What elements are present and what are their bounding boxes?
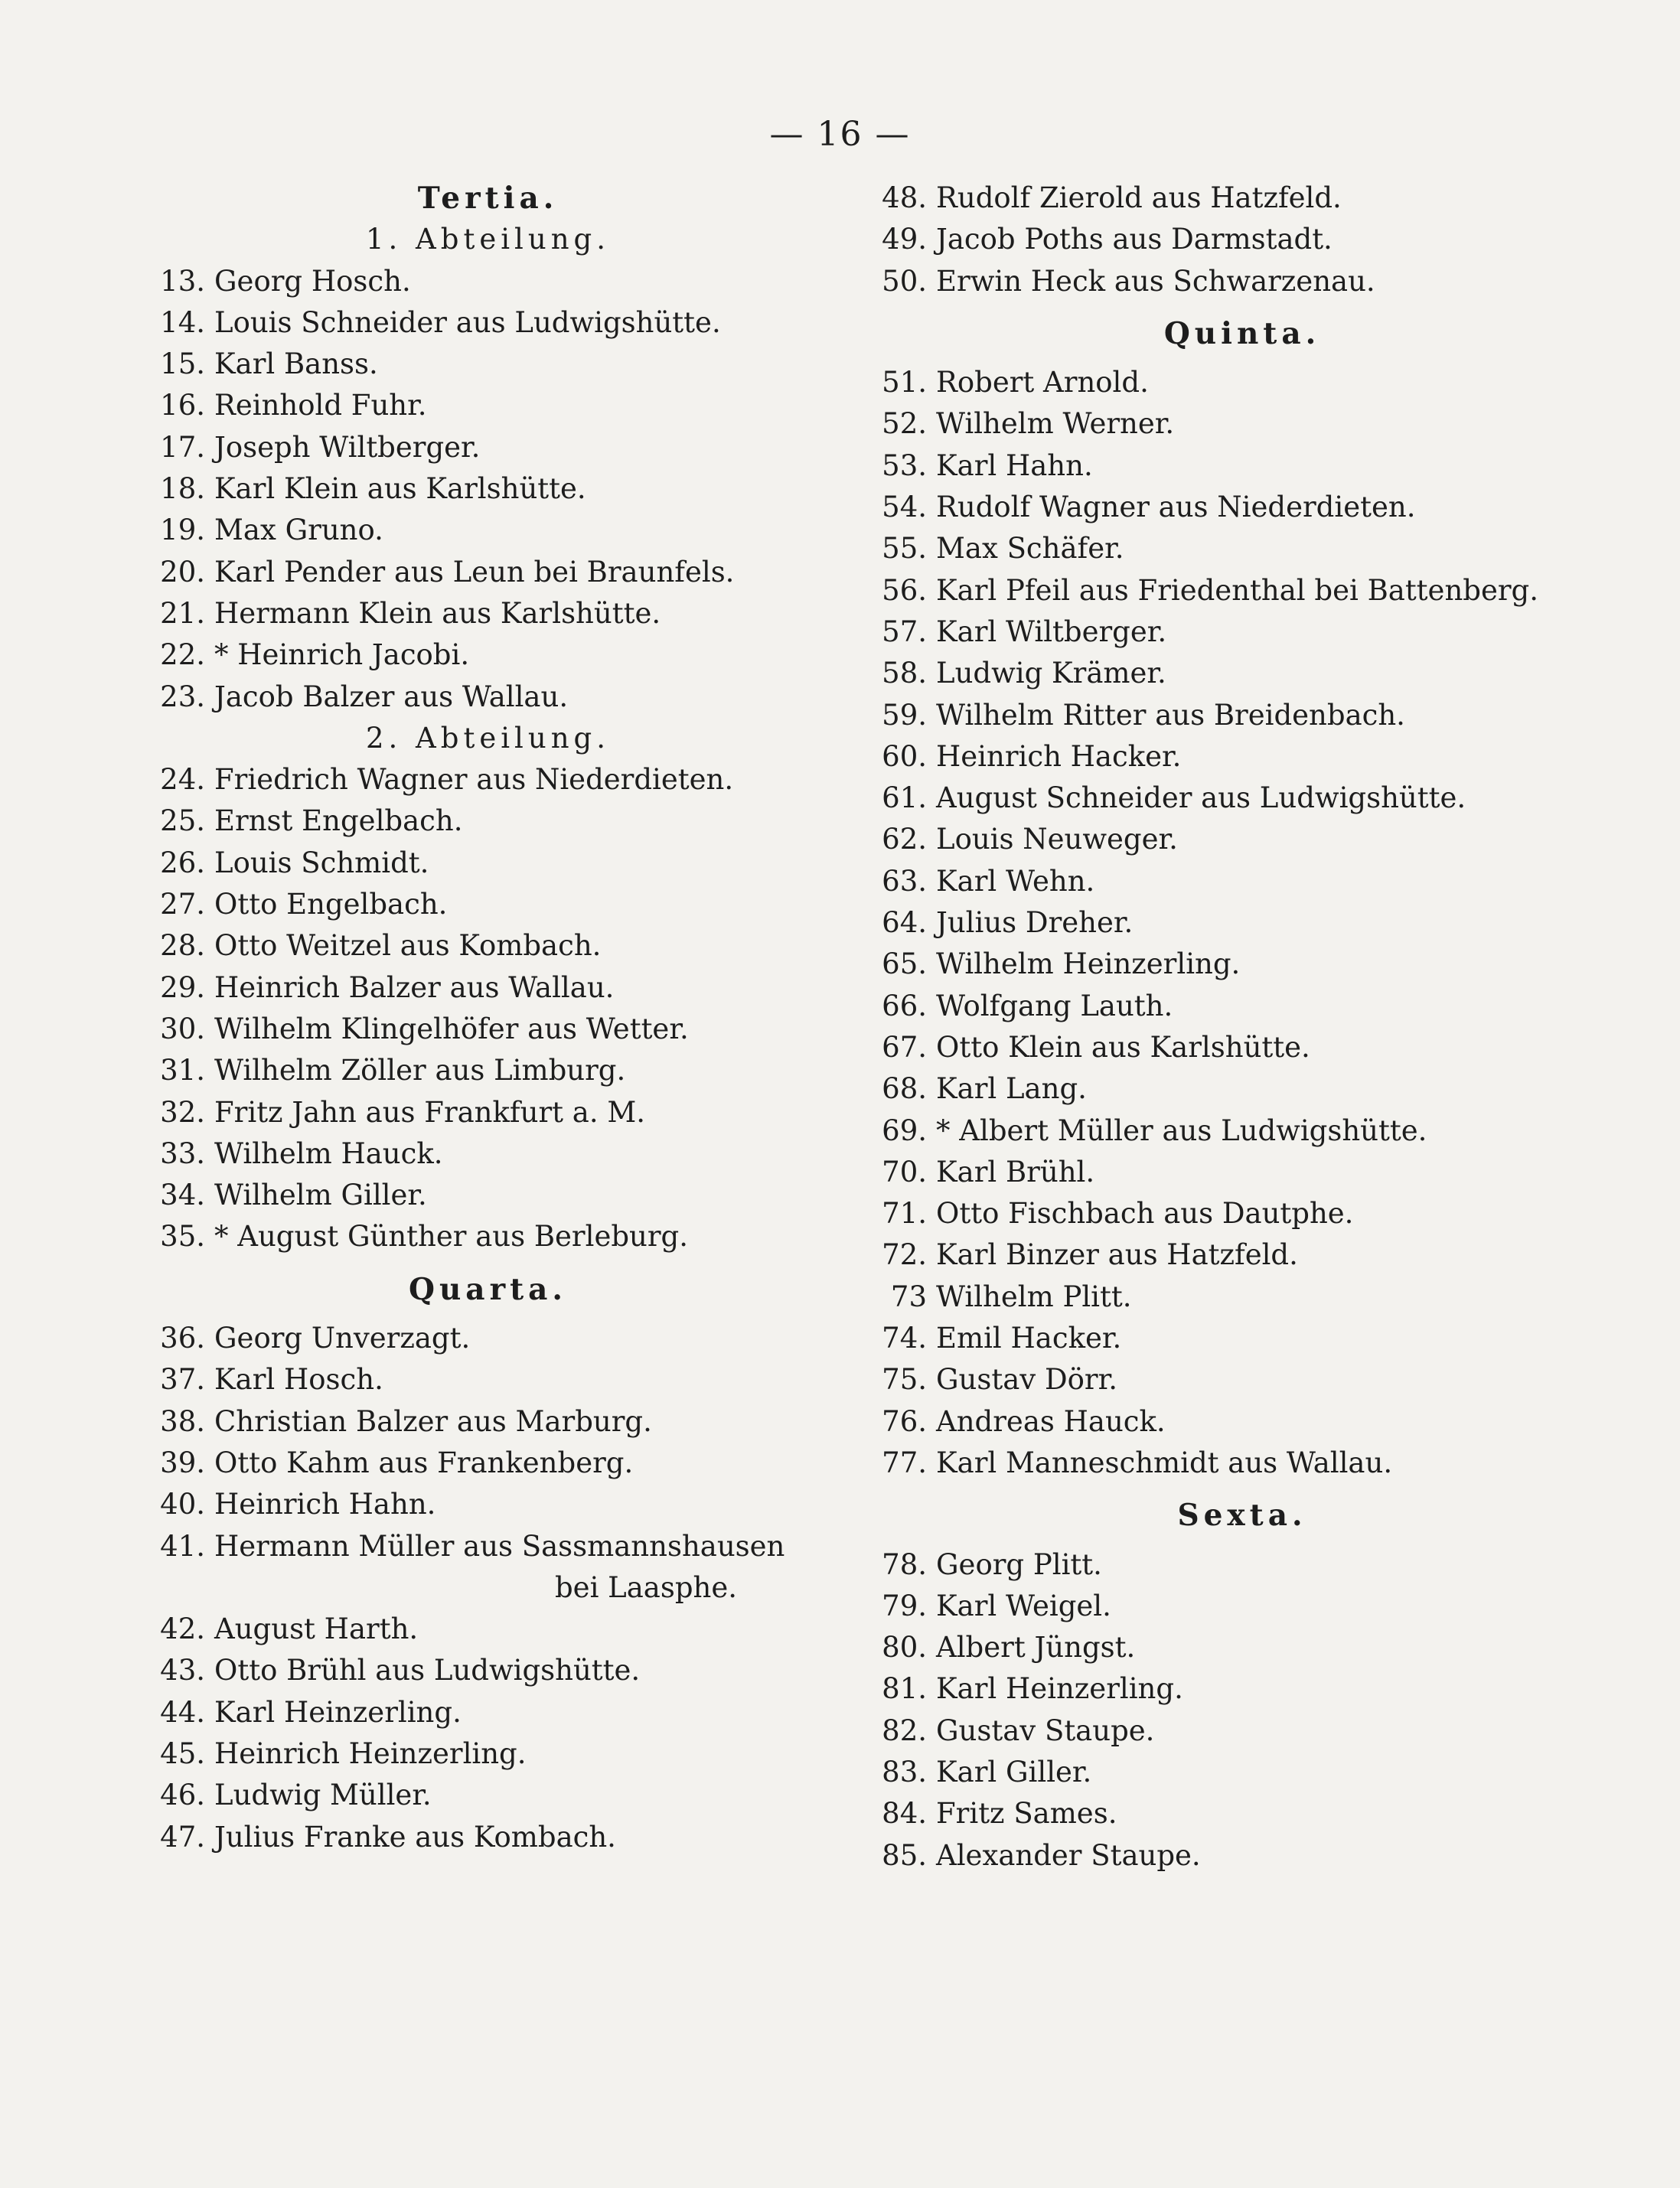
- student-entry: [142, 1609, 834, 1650]
- entry-number: 65.: [882, 947, 927, 981]
- entry-number: 68.: [882, 1072, 927, 1106]
- student-entry: [142, 1216, 834, 1257]
- student-entry: [142, 1650, 834, 1691]
- student-name: Otto Weitzel aus Kombach.: [214, 929, 602, 963]
- student-name: Otto Fischbach aus Dautphe.: [936, 1197, 1354, 1231]
- student-entry: [863, 1586, 1621, 1627]
- student-entry: [142, 1733, 834, 1775]
- entry-number: 66.: [882, 989, 927, 1022]
- left-column: [142, 178, 834, 1858]
- student-name: Wilhelm Klingelhöfer aus Wetter.: [214, 1012, 689, 1045]
- student-entry: [142, 759, 834, 801]
- subsection-heading: 1. Abteilung.: [365, 223, 610, 256]
- student-name: Karl Weigel.: [936, 1589, 1111, 1622]
- student-entry: [142, 843, 834, 884]
- entry-number: 62.: [882, 823, 927, 856]
- student-entry: [142, 1692, 834, 1733]
- student-entry: [863, 819, 1621, 860]
- student-name: * August Günther aus Berleburg.: [214, 1220, 688, 1254]
- student-name: Heinrich Hacker.: [936, 739, 1182, 773]
- student-name: Wilhelm Heinzerling.: [936, 947, 1241, 981]
- student-entry: [142, 1092, 834, 1133]
- section-heading: Tertia.: [417, 181, 559, 216]
- student-name: Jacob Balzer aus Wallau.: [214, 680, 569, 713]
- entry-number: 15.: [160, 347, 205, 381]
- student-name: Wilhelm Ritter aus Breidenbach.: [936, 698, 1405, 732]
- entry-number: 19.: [160, 514, 205, 547]
- entry-number: 76.: [882, 1404, 927, 1438]
- section-heading: Sexta.: [1177, 1498, 1307, 1534]
- entry-number: 72.: [882, 1238, 927, 1272]
- student-entry: [863, 1277, 1621, 1318]
- entry-number: 28.: [160, 929, 205, 963]
- student-entry: [863, 1318, 1621, 1359]
- entry-number: 18.: [160, 472, 205, 506]
- student-entry: [142, 468, 834, 510]
- student-name: Wilhelm Plitt.: [936, 1280, 1132, 1313]
- student-entry: [142, 967, 834, 1009]
- entry-number: 26.: [160, 846, 205, 879]
- student-entry: [142, 552, 834, 593]
- student-entry: [142, 1443, 834, 1484]
- entry-number: 33.: [160, 1136, 205, 1170]
- student-entry: [863, 1110, 1621, 1152]
- entry-number: 57.: [882, 615, 927, 648]
- entry-number: 41.: [160, 1529, 205, 1563]
- entry-number: 78.: [882, 1547, 927, 1581]
- student-entry: [142, 634, 834, 676]
- student-name: Hermann Klein aus Karlshütte.: [214, 596, 661, 630]
- entry-continuation: bei Laasphe.: [555, 1570, 738, 1604]
- student-name: Albert Jüngst.: [936, 1631, 1136, 1665]
- student-entry: [142, 385, 834, 426]
- student-name: Karl Brühl.: [936, 1155, 1095, 1189]
- student-entry: [863, 695, 1621, 736]
- student-name: Erwin Heck aus Schwarzenau.: [936, 264, 1375, 298]
- student-name: Robert Arnold.: [936, 366, 1149, 399]
- student-entry: [142, 1817, 834, 1858]
- student-name: Karl Manneschmidt aus Wallau.: [936, 1446, 1393, 1479]
- entry-number: 51.: [882, 366, 927, 399]
- entry-number: 25.: [160, 804, 205, 838]
- student-entry: [863, 570, 1621, 611]
- student-entry: [142, 1401, 834, 1443]
- entry-number: 49.: [882, 223, 927, 256]
- entry-number: 73: [890, 1280, 927, 1313]
- entry-number: 77.: [882, 1446, 927, 1479]
- student-name: * Albert Müller aus Ludwigshütte.: [936, 1114, 1427, 1147]
- student-entry: [863, 219, 1621, 260]
- entry-number: 31.: [160, 1054, 205, 1087]
- student-entry: [142, 1775, 834, 1816]
- student-entry: [863, 778, 1621, 819]
- student-name: Ludwig Müller.: [214, 1779, 432, 1812]
- student-name: Gustav Staupe.: [936, 1714, 1155, 1747]
- student-entry: [142, 302, 834, 344]
- entry-number: 81.: [882, 1672, 927, 1706]
- student-name: Friedrich Wagner aus Niederdieten.: [214, 763, 734, 797]
- student-name: Fritz Jahn aus Frankfurt a. M.: [214, 1095, 646, 1129]
- student-entry: [142, 1175, 834, 1216]
- entry-number: 70.: [882, 1155, 927, 1189]
- student-name: Gustav Dörr.: [936, 1363, 1117, 1397]
- student-name: Julius Dreher.: [936, 906, 1134, 940]
- student-entry: [142, 510, 834, 551]
- entry-number: 69.: [882, 1114, 927, 1147]
- student-entry: [142, 593, 834, 634]
- entry-number: 17.: [160, 430, 205, 464]
- entry-number: 14.: [160, 305, 205, 339]
- entry-number: 22.: [160, 638, 205, 672]
- entry-number: 47.: [160, 1820, 205, 1854]
- student-name: Heinrich Heinzerling.: [214, 1736, 527, 1770]
- student-entry: [142, 1526, 834, 1567]
- student-name: Wolfgang Lauth.: [936, 989, 1173, 1022]
- entry-number: 44.: [160, 1695, 205, 1729]
- student-name: Heinrich Hahn.: [214, 1488, 436, 1521]
- student-name: Reinhold Fuhr.: [214, 389, 427, 422]
- student-name: Karl Lang.: [936, 1072, 1087, 1106]
- entry-number: 20.: [160, 555, 205, 589]
- entry-number: 24.: [160, 763, 205, 797]
- student-entry: [863, 403, 1621, 445]
- student-name: Georg Unverzagt.: [214, 1322, 471, 1355]
- entry-number: 13.: [160, 264, 205, 298]
- student-entry: [142, 1359, 834, 1401]
- student-name: Karl Binzer aus Hatzfeld.: [936, 1238, 1298, 1272]
- student-name: Max Gruno.: [214, 514, 383, 547]
- student-name: Karl Banss.: [214, 347, 378, 381]
- student-entry: [863, 1835, 1621, 1877]
- entry-number: 60.: [882, 739, 927, 773]
- student-name: August Harth.: [214, 1612, 419, 1646]
- student-name: Karl Wiltberger.: [936, 615, 1167, 648]
- entry-number: 53.: [882, 448, 927, 482]
- section-heading: Quinta.: [1163, 315, 1321, 351]
- student-entry: [142, 1318, 834, 1359]
- student-name: Wilhelm Zöller aus Limburg.: [214, 1054, 626, 1087]
- student-name: Otto Klein aus Karlshütte.: [936, 1030, 1310, 1064]
- entry-number: 71.: [882, 1197, 927, 1231]
- entry-number: 35.: [160, 1220, 205, 1254]
- entry-number: 42.: [160, 1612, 205, 1646]
- entry-number: 39.: [160, 1446, 205, 1479]
- entry-number: 27.: [160, 888, 205, 921]
- student-name: Georg Hosch.: [214, 264, 411, 298]
- student-name: Karl Hosch.: [214, 1363, 383, 1397]
- student-name: Louis Schmidt.: [214, 846, 429, 879]
- entry-number: 64.: [882, 906, 927, 940]
- student-name: Ludwig Krämer.: [936, 657, 1166, 690]
- page-number: — 16 —: [769, 115, 911, 154]
- student-entry: [863, 1627, 1621, 1668]
- student-entry: [863, 178, 1621, 219]
- student-entry: [142, 1009, 834, 1050]
- entry-number: 54.: [882, 491, 927, 524]
- entry-number: 29.: [160, 970, 205, 1004]
- student-name: Andreas Hauck.: [936, 1404, 1166, 1438]
- student-entry: [863, 1027, 1621, 1068]
- entry-number: 40.: [160, 1488, 205, 1521]
- student-entry: [863, 1443, 1621, 1484]
- entry-number: 82.: [882, 1714, 927, 1747]
- student-name: Otto Kahm aus Frankenberg.: [214, 1446, 634, 1479]
- student-name: Karl Heinzerling.: [936, 1672, 1183, 1706]
- student-entry: [863, 1793, 1621, 1834]
- student-name: Karl Giller.: [936, 1755, 1092, 1789]
- entry-number: 83.: [882, 1755, 927, 1789]
- entry-number: 45.: [160, 1736, 205, 1770]
- entry-number: 30.: [160, 1012, 205, 1045]
- student-name: Wilhelm Werner.: [936, 407, 1175, 441]
- entry-number: 67.: [882, 1030, 927, 1064]
- student-entry: [142, 261, 834, 302]
- entry-number: 36.: [160, 1322, 205, 1355]
- student-entry: [863, 1401, 1621, 1443]
- entry-number: 79.: [882, 1589, 927, 1622]
- student-entry: [142, 427, 834, 468]
- entry-number: 58.: [882, 657, 927, 690]
- student-entry: [863, 736, 1621, 778]
- entry-number: 46.: [160, 1779, 205, 1812]
- entry-number: 37.: [160, 1363, 205, 1397]
- student-name: Ernst Engelbach.: [214, 804, 463, 838]
- entry-number: 50.: [882, 264, 927, 298]
- student-name: Louis Schneider aus Ludwigshütte.: [214, 305, 721, 339]
- student-entry: [142, 344, 834, 385]
- student-name: Louis Neuweger.: [936, 823, 1178, 856]
- student-entry: [863, 1710, 1621, 1752]
- entry-number: 23.: [160, 680, 205, 713]
- student-name: Otto Brühl aus Ludwigshütte.: [214, 1654, 641, 1687]
- student-name: Karl Pender aus Leun bei Braunfels.: [214, 555, 735, 589]
- student-name: Christian Balzer aus Marburg.: [214, 1404, 652, 1438]
- student-entry: [863, 1359, 1621, 1401]
- student-entry: [863, 861, 1621, 902]
- entry-number: 34.: [160, 1179, 205, 1212]
- entry-number: 63.: [882, 864, 927, 898]
- student-entry: [863, 986, 1621, 1027]
- student-name: Karl Klein aus Karlshütte.: [214, 472, 586, 506]
- student-entry: [142, 925, 834, 967]
- student-name: Karl Wehn.: [936, 864, 1095, 898]
- entry-number: 74.: [882, 1322, 927, 1355]
- student-entry: [142, 801, 834, 842]
- student-entry: [863, 611, 1621, 653]
- student-entry: [142, 1484, 834, 1525]
- entry-number: 75.: [882, 1363, 927, 1397]
- student-name: Max Schäfer.: [936, 532, 1124, 566]
- entry-number: 80.: [882, 1631, 927, 1665]
- student-name: Heinrich Balzer aus Wallau.: [214, 970, 615, 1004]
- student-entry: [142, 677, 834, 718]
- right-column: [863, 178, 1621, 1877]
- student-entry: [863, 1544, 1621, 1586]
- student-name: Rudolf Wagner aus Niederdieten.: [936, 491, 1416, 524]
- entry-number: 55.: [882, 532, 927, 566]
- entry-number: 61.: [882, 781, 927, 815]
- student-name: Hermann Müller aus Sassmannshausen: [214, 1529, 785, 1563]
- student-entry: [863, 362, 1621, 403]
- student-name: Karl Pfeil aus Friedenthal bei Battenberg.: [936, 573, 1538, 607]
- student-name: Alexander Staupe.: [936, 1838, 1201, 1872]
- student-name: Georg Plitt.: [936, 1547, 1102, 1581]
- student-entry: [863, 487, 1621, 528]
- student-entry: [863, 944, 1621, 985]
- student-entry: [863, 1152, 1621, 1193]
- entry-number: 59.: [882, 698, 927, 732]
- entry-number: 85.: [882, 1838, 927, 1872]
- student-entry: [863, 653, 1621, 694]
- entry-number: 48.: [882, 181, 927, 214]
- subsection-heading: 2. Abteilung.: [365, 721, 610, 755]
- entry-number: 52.: [882, 407, 927, 441]
- student-entry: [863, 1234, 1621, 1276]
- student-name: Joseph Wiltberger.: [214, 430, 481, 464]
- student-name: August Schneider aus Ludwigshütte.: [936, 781, 1466, 815]
- student-entry: [863, 1068, 1621, 1110]
- student-entry: [863, 902, 1621, 944]
- student-entry: [863, 1752, 1621, 1793]
- student-entry: [863, 261, 1621, 302]
- student-name: Fritz Sames.: [936, 1797, 1117, 1831]
- student-name: Wilhelm Hauck.: [214, 1136, 443, 1170]
- student-name: Otto Engelbach.: [214, 888, 448, 921]
- entry-number: 43.: [160, 1654, 205, 1687]
- section-heading: Quarta.: [408, 1271, 567, 1307]
- student-name: Karl Hahn.: [936, 448, 1093, 482]
- student-name: Rudolf Zierold aus Hatzfeld.: [936, 181, 1342, 214]
- student-entry: [142, 884, 834, 925]
- entry-number: 38.: [160, 1404, 205, 1438]
- entry-number: 21.: [160, 596, 205, 630]
- student-name: Jacob Poths aus Darmstadt.: [936, 223, 1333, 256]
- student-name: * Heinrich Jacobi.: [214, 638, 470, 672]
- student-entry: [142, 1050, 834, 1091]
- entry-number: 84.: [882, 1797, 927, 1831]
- student-entry: [863, 1668, 1621, 1710]
- entry-number: 56.: [882, 573, 927, 607]
- student-name: Karl Heinzerling.: [214, 1695, 462, 1729]
- entry-number: 32.: [160, 1095, 205, 1129]
- student-entry: [142, 1133, 834, 1175]
- student-name: Emil Hacker.: [936, 1322, 1122, 1355]
- student-entry: [863, 528, 1621, 569]
- student-name: Julius Franke aus Kombach.: [214, 1820, 616, 1854]
- entry-number: 16.: [160, 389, 205, 422]
- student-name: Wilhelm Giller.: [214, 1179, 427, 1212]
- student-entry: [863, 445, 1621, 487]
- student-entry: [863, 1193, 1621, 1234]
